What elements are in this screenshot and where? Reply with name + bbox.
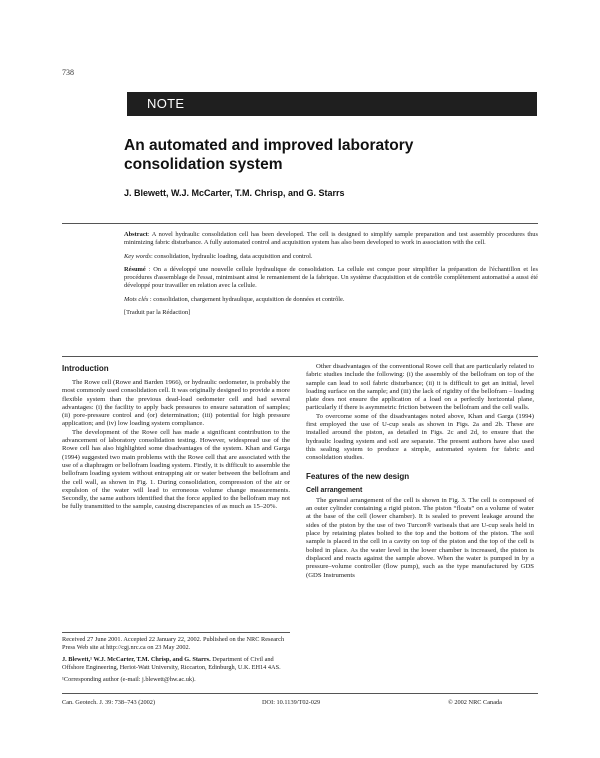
- note-banner: [127, 92, 537, 116]
- right-paragraph-3: The general arrangement of the cell is shown in Fig. 3. The cell is composed of an outer cylinder containing a rigid piston. The piston “floats” on a volume of water at the base of the cell (lower chamber). It is sealed to prevent leakage around the sides of the piston by the use of two Turcon® variseals that are U-cup seals held in place by retaining plates bolted to the top and the bottom of the piston. The soil sample is placed in the cell in a cavity on top of the piston and the top of the cell is bolted in place. As the water level in the lower chamber is increased, the piston is displaced and reacts against the sample above. When the water is pumped in by a pressure–volume controller (flow pump), such as the type manufactured by GDS (GDS Instruments: [306, 496, 534, 579]
- right-paragraph-1: Other disadvantages of the conventional Rowe cell that are particularly related to fabric studies include the following: (i) the assembly of the bellofram on top of the sample can lead to soil fabric disturbance; (ii) it is difficult to get an initial, level loading surface on the sample; and (iii) the lack of rigidity of the bellofram – loading plate does not ensure the application of a load on a perfectly horizontal plane, particularly if there is asymmetric friction between the bellofram and the cell walls.: [306, 363, 534, 412]
- right-paragraph-2: To overcome some of the disadvantages noted above, Khan and Garga (1994) first employed the use of U-cup seals as shown in Figs. 2a and 2b. These are installed around the piston, as detailed in Figs. 2c and 2d, to ensure that the hydraulic loading system and soil are separate. The present authors have also used this sealing system to produce a simple, automated system for fabric and consolidation studies.: [306, 412, 534, 462]
- introduction-heading: Introduction: [62, 364, 109, 373]
- author-affiliation: [62, 656, 290, 672]
- page-number: 738: [62, 68, 74, 77]
- divider-footer: [62, 693, 538, 694]
- footnote-box: [62, 636, 290, 688]
- intro-paragraph-2: The development of the Rowe cell has made a significant contribution to the advancement of laboratory consolidation testing. However, widespread use of the Rowe cell has also highlighted some disadvantages of the system. Khan and Garga (1994) suggested two main problems with the Rowe cell that are associated with the use of a diaphragm or bellofram loading system. Firstly, it is difficult to assemble the bellofram loading system without entrapping air or water between the bellofram and the cell wall, as shown in Fig. 1. During consolidation, compression of the air or expulsion of the water will lead to erroneous volume change measurements. Secondly, the same authors identified that the force applied to the bellofram may not be fully transmitted to the sample, causing discrepancies of as much as 15–20%.: [62, 428, 290, 511]
- keywords-en: [124, 253, 538, 261]
- cell-arrangement-heading: Cell arrangement: [306, 486, 363, 494]
- title-line-1: An automated and improved laboratory: [124, 137, 414, 154]
- copyright: © 2002 NRC Canada: [448, 699, 502, 706]
- keywords-text: : consolidation, hydraulic loading, data acquisition and control.: [150, 252, 313, 260]
- right-column: [306, 363, 534, 580]
- left-column: [62, 363, 290, 512]
- doi: DOI: 10.1139/T02-029: [262, 699, 321, 706]
- abstract-label: Abstract: [124, 231, 148, 238]
- motscles-label: Mots clés: [124, 295, 149, 303]
- resume-text: : On a développé une nouvelle cellule hydraulique de consolidation. La cellule est conçue pour simplifier la préparation de l'échantillon et les procédures d'assemblage de l'essai, minimisant ainsi le remaniement de la fabrique. Un système d'acquisition et de contrôle complètement automatisé a aussi été développé pour travailler en relation avec la cellule.: [124, 265, 538, 290]
- resume-label: Résumé: [124, 265, 146, 273]
- intro-paragraph-1: The Rowe cell (Rowe and Barden 1966), or hydraulic oedometer, is probably the most commonly used consolidation cell. It was originally designed to provide a more flexible system than the previous dead-load oedometer cell and had several advantages: (i) the facility to apply back pressures to ensure saturation of samples; (ii) pore-pressure control and (or) determination; (iii) potential for high pressure application; and (iv) low loading system compliance.: [62, 379, 290, 428]
- abstract-en: [124, 231, 538, 248]
- section-label: NOTE: [147, 96, 185, 111]
- translation-note: [Traduit par la Rédaction]: [124, 309, 191, 317]
- abstract-text: : A novel hydraulic consolidation cell has been developed. The cell is designed to simplify sample preparation and test assembly procedures thus minimizing fabric disturbance. A fully automated control and acquisition system has also been developed to work in association with the cell.: [124, 231, 538, 247]
- keywords-fr: [124, 296, 538, 304]
- motscles-text: : consolidation, chargement hydraulique, acquisition de données et contrôle.: [148, 295, 345, 303]
- abstract-block: [124, 231, 538, 322]
- article-title: [124, 136, 464, 174]
- journal-citation: Can. Geotech. J. 39: 738–743 (2002): [62, 699, 156, 706]
- author-list: J. Blewett, W.J. McCarter, T.M. Chrisp, and G. Starrs: [124, 188, 345, 198]
- title-line-2: consolidation system: [124, 156, 283, 173]
- divider-top: [62, 223, 538, 224]
- affiliation-text: Department of Civil and Offshore Engineering, Heriot-Watt University, Riccarton, Edinburgh, U.K. EH14 4AS.: [62, 656, 281, 671]
- features-heading: Features of the new design: [306, 471, 410, 481]
- corresponding-author: ¹Corresponding author (e-mail: j.blewett@hw.ac.uk).: [62, 676, 196, 683]
- footnote-divider: [62, 632, 290, 633]
- abstract-fr: [124, 266, 538, 291]
- divider-abstract: [62, 356, 538, 357]
- footnote-authors: J. Blewett,¹ W.J. McCarter, T.M. Chrisp, and G. Starrs.: [62, 656, 211, 663]
- keywords-label: Key words: [124, 252, 151, 260]
- received-note: Received 27 June 2001. Accepted 22 January 22, 2002. Published on the NRC Research Press Web site at http://cgj.nrc.ca on 23 May 2002.: [62, 636, 285, 651]
